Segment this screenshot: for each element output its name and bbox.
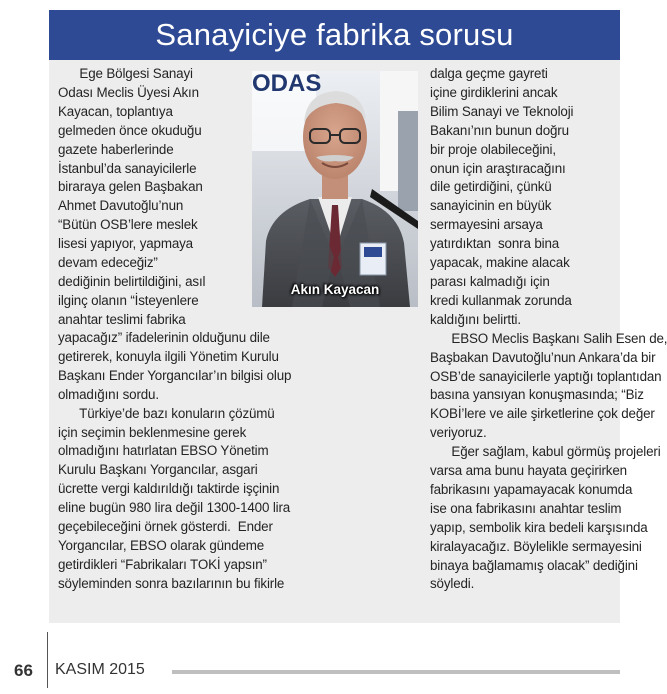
text-line: dalga geçme gayreti (430, 66, 548, 81)
text-line: Başbakan Davutoğlu’nun Ankara’da bir (430, 349, 656, 365)
text-line: sanayicinin en büyük (430, 198, 552, 214)
footer-divider (47, 632, 48, 688)
text-line: ilginç olanın “İsteyenlere (58, 292, 199, 308)
text-line: getirerek, konuyla ilgili Yönetim Kurulu (58, 348, 279, 364)
text-line: KOBİ’lere ve aile şirketlerine çok değer (430, 406, 655, 422)
text-line: içine girdiklerini ancak (430, 84, 558, 100)
text-line: eline bugün 980 lira değil 1300-1400 lira (58, 500, 291, 516)
text-line: yapacak, makine alacak (430, 255, 570, 271)
text-line: söyleminden sonra bazılarının bu fikirle (58, 575, 285, 591)
text-line: binaya bağlamamış olacak” dediğini (430, 557, 638, 573)
text-line: yatırdıktan sonra bina (430, 236, 560, 252)
text-line: ücrette vergi kaldırıldığı taktirde işçinin (58, 481, 280, 497)
text-line: veriyoruz. (430, 425, 487, 441)
photo-caption: Akın Kayacan (290, 282, 380, 297)
text-line: gelmeden önce okuduğu (58, 122, 202, 138)
text-line: Kayacan, toplantıya (58, 103, 173, 119)
text-line: söyledi. (430, 576, 475, 592)
page-number: 66 (14, 661, 33, 680)
text-line: devam edeceğiz” (58, 255, 158, 271)
text-line: getirdikleri “Fabrikaları TOKİ yapsın” (58, 556, 267, 572)
text-line: EBSO Meclis Başkanı Salih Esen de, (430, 330, 667, 346)
text-line: dile getirdiğini, çünkü (430, 179, 552, 195)
text-line: gazete haberlerinde (58, 141, 174, 157)
text-line: OSB’de sanayicilerle yaptığı toplantıdan (430, 368, 662, 384)
text-line: bir proje olabileceğini, (430, 141, 556, 157)
text-line: olmadığını hatırlatan EBSO Yönetim (58, 443, 269, 459)
left-column-bottom (58, 329, 428, 594)
text-line: parası kalmadığı için (430, 273, 550, 289)
text-line: kaldığını belirtti. (430, 311, 521, 327)
text-line: Kurulu Başkanı Yorgancılar, asgari (58, 462, 258, 478)
text-line: anahtar teslimi fabrika (58, 311, 186, 327)
footer-rule (172, 670, 620, 674)
text-line: Yorgancılar, EBSO olarak gündeme (58, 537, 265, 553)
issue-date: KASIM 2015 (55, 661, 145, 678)
text-line: kiralayacağız. Böylelikle sermayesini (430, 538, 642, 554)
text-line: dediğinin belirtildiğini, asıl (58, 273, 206, 289)
backdrop-text: ODAS (252, 70, 322, 97)
text-line: ise ona fabrikasını anahtar teslim (430, 500, 622, 516)
text-line: yapıp, sembolik kira bedeli karşısında (430, 519, 648, 535)
text-line: İstanbul’da sanayicilerle (58, 160, 197, 176)
portrait-photo (252, 71, 418, 307)
text-line: kredi kullanmak zorunda (430, 292, 572, 308)
text-line: “Bütün OSB’lere meslek (58, 217, 198, 233)
text-line: Odası Meclis Üyesi Akın (58, 84, 199, 100)
text-line: sermayesini arsaya (430, 217, 543, 233)
text-line: Türkiye’de bazı konuların çözümü (58, 405, 275, 421)
text-line: Eğer sağlam, kabul görmüş projeleri (430, 444, 661, 460)
text-line: onun için araştıracağını (430, 160, 566, 176)
text-line: geçebileceğini örnek gösterdi. Ender (58, 519, 273, 535)
text-line: Bilim Sanayi ve Teknoloji (430, 103, 574, 119)
text-line: Başkanı Ender Yorgancılar’ın bilgisi olup (58, 367, 292, 383)
text-line: olmadığını sordu. (58, 386, 159, 402)
text-line: fabrikasını yapamayacak konumda (430, 481, 633, 497)
text-line: biraraya gelen Başbakan (58, 179, 203, 195)
text-line: Ahmet Davutoğlu’nun (58, 198, 184, 214)
text-line: yapacağız” ifadelerinin olduğunu dile (58, 330, 270, 345)
text-line: Bakanı’nın bunun doğru (430, 122, 569, 138)
text-line: Ege Bölgesi Sanayi (58, 66, 193, 81)
text-line: için seçimin beklenmesine gerek (58, 424, 247, 440)
text-line: varsa ama bunu hayata geçirirken (430, 463, 627, 479)
text-line: lisesi yapıyor, yapmaya (58, 236, 193, 252)
right-column (430, 65, 667, 594)
text-line: basına yansıyan konuşmasında; “Biz (430, 387, 644, 403)
left-column-top (58, 65, 248, 330)
portrait-illustration (252, 71, 418, 307)
article-title: Sanayiciye fabrika sorusu (49, 10, 620, 60)
